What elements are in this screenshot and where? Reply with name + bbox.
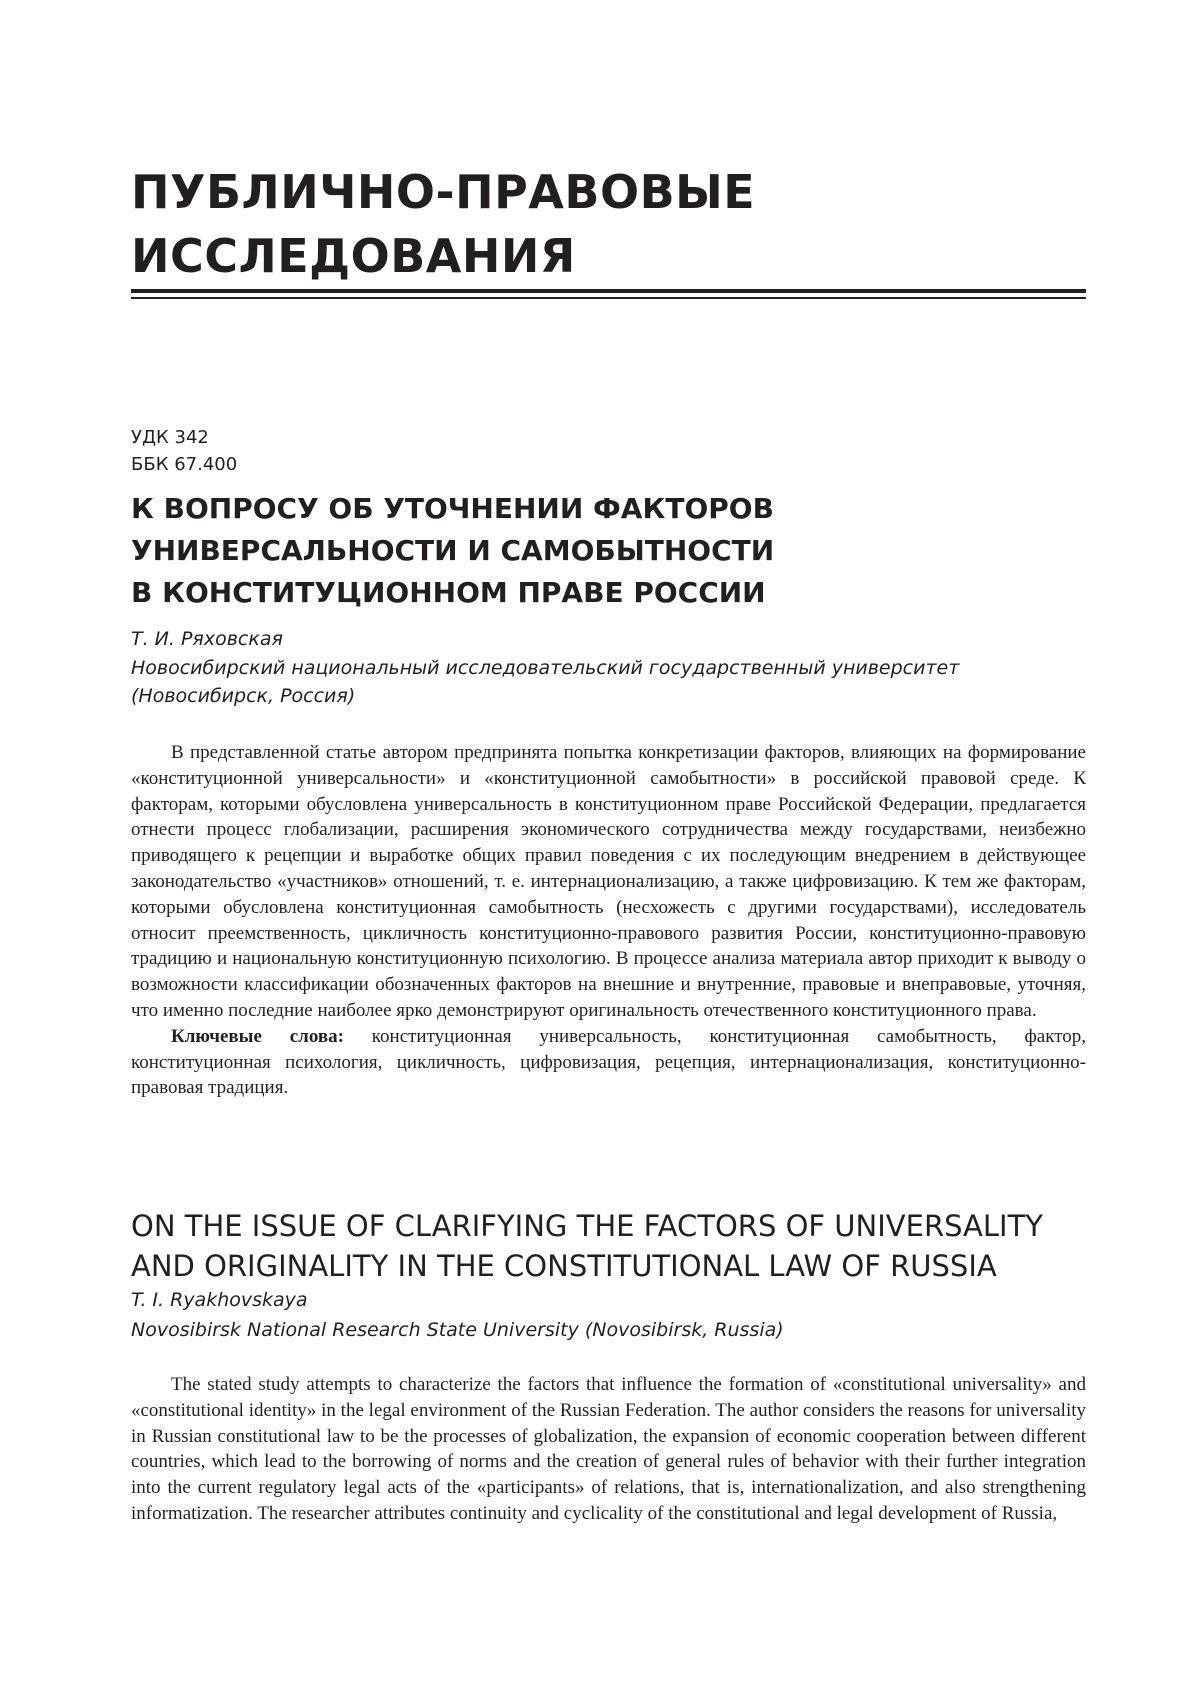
en-affiliation: Novosibirsk National Research State University (Novosibirsk, Russia) (131, 1316, 1091, 1344)
en-title-line-2: AND ORIGINALITY IN THE CONSTITUTIONAL LAW OF RUSSIA (131, 1246, 1091, 1286)
section-title-line-1: ПУБЛИЧНО-ПРАВОВЫЕ (131, 160, 1091, 224)
en-author: T. I. Ryakhovskaya (131, 1287, 308, 1314)
en-title-line-1: ON THE ISSUE OF CLARIFYING THE FACTORS OF UNIVERSALITY (131, 1206, 1091, 1246)
en-article-title (131, 1206, 1091, 1286)
ru-abstract-text: В представленной статье автором предпринята попытка конкретизации факторов, влияющих на формирование «конституционной универсальности» и «конституционной самобытности» в российской правовой среде. К факторам, которыми обусловлена универсальность в конституционном праве Российской Федерации, предлагается отнести процесс глобализации, расширения экономического сотрудничества между государствами, неизбежно приводящего к рецепции и выработке общих правил поведения с их последующим внедрением в действующее законодательство «участников» отношений, т. е. интернационализацию, а также цифровизацию. К тем же факторам, которыми обусловлена конституционная самобытность (несхожесть с другими государствами), исследователь относит преемственность, цикличность конституционно-правового развития России, конституционно-правовую традицию и национальную конституционную психологию. В процессе анализа материала автор приходит к выводу о возможности классификации обозначенных факторов на внешние и внутренние, правовые и внеправовые, уточняя, что именно последние наиболее ярко демонстрируют оригинальность отечественного конституционного права. (131, 740, 1086, 1024)
section-title-line-2: ИССЛЕДОВАНИЯ (131, 224, 1091, 288)
en-abstract-text: The stated study attempts to characterize the factors that influence the formation of «constitutional universality» and «constitutional identity» in the legal environment of the Russian Federation. The author considers the reasons for universality in Russian constitutional law to be the processes of globalization, the expansion of economic cooperation between different countries, which lead to the borrowing of norms and the creation of general rules of behavior with their further integration into the current regulatory legal acts of the «participants» of relations, that is, internationalization, and also strengthening informatization. The researcher attributes continuity and cyclicality of the constitutional and legal development of Russia, (131, 1372, 1086, 1527)
ru-author: Т. И. Ряховская (131, 626, 283, 653)
section-rule-thin (131, 297, 1086, 299)
ru-keywords-text: конституционная универсальность, конституционная самобытность, фактор, конституционная психология, цикличность, цифровизация, рецепция, интернационализация, конституционно-правовая традиция. (131, 1026, 1086, 1099)
ru-abstract (131, 740, 1086, 1101)
section-rule-thick (131, 289, 1086, 293)
ru-title-line-1: К ВОПРОСУ ОБ УТОЧНЕНИИ ФАКТОРОВ (131, 488, 1091, 530)
ru-keywords-label: Ключевые слова: (171, 1026, 344, 1047)
ru-article-title (131, 488, 1091, 614)
ru-affiliation-line-1: Новосибирский национальный исследовательский государственный университет (131, 654, 1091, 682)
section-title (131, 160, 1091, 288)
en-abstract (131, 1372, 1086, 1527)
ru-title-line-2: УНИВЕРСАЛЬНОСТИ И САМОБЫТНОСТИ (131, 530, 1091, 572)
udk-code: УДК 342 (131, 424, 237, 451)
bbk-code: ББК 67.400 (131, 451, 237, 478)
ru-title-line-3: В КОНСТИТУЦИОННОМ ПРАВЕ РОССИИ (131, 572, 1091, 614)
ru-keywords (131, 1024, 1086, 1101)
ru-affiliation (131, 654, 1091, 710)
ru-affiliation-line-2: (Новосибирск, Россия) (131, 682, 1091, 710)
classification-codes (131, 424, 237, 478)
